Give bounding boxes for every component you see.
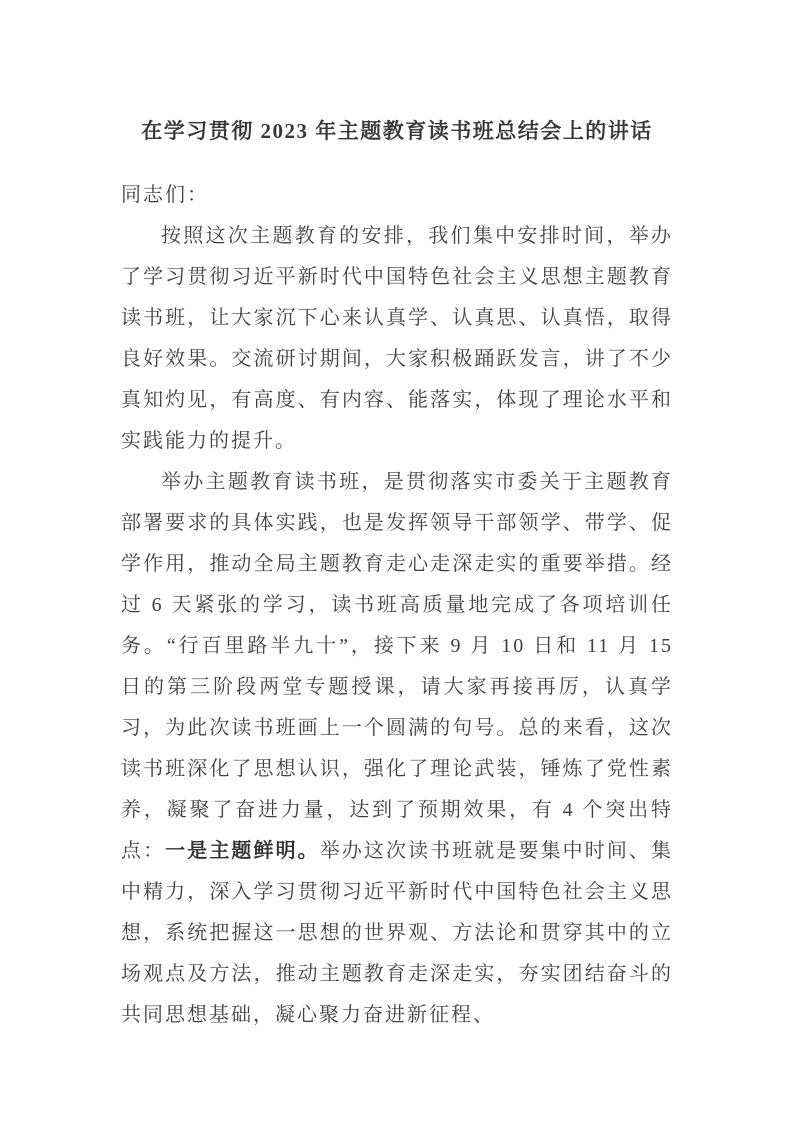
document-title: 在学习贯彻 2023 年主题教育读书班总结会上的讲话 [141, 119, 653, 143]
paragraph-2-tail: 举办这次读书班就是要集中时间、集中精力，深入学习贯彻习近平新时代中国特色社会主义思想，系统把握这一思想的世界观、方法论和贯穿其中的立场观点及方法，推动主题教育走深走实，夯实团结奋斗的共同思想基础，凝心聚力奋进新征程、 [121, 840, 674, 1026]
paragraph-2 [121, 462, 673, 1036]
paragraph-2-lead: 举办主题教育读书班，是贯彻落实市委关于主题教育部署要求的具体实践，也是发挥领导干部领学、带学、促学作用，推动全局主题教育走心走深走实的重要举措。经过 6 天紧张的学习，读书班高质量地完成了各项培训任务。“行百里路半九十”，接下来 9 月 10 日和 11 月 15 日的第三阶段两堂专题授课，请大家再接再厉，认真学习，为此次读书班画上一个圆满的句号。总的来看，这次读书班深化了思想认识，强化了理论武装，锤炼了党性素养，凝聚了奋进力量，达到了预期效果，有 4 个突出特点： [121, 471, 673, 862]
document-body [121, 175, 673, 1036]
salutation: 同志们： [121, 184, 209, 206]
paragraph-2-bold-phrase: 一是主题鲜明。 [165, 840, 320, 862]
paragraph-1: 按照这次主题教育的安排，我们集中安排时间，举办了学习贯彻习近平新时代中国特色社会主义思想主题教育读书班，让大家沉下心来认真学、认真思、认真悟，取得良好效果。交流研讨期间，大家积极踊跃发言，讲了不少真知灼见，有高度、有内容、能落实，体现了理论水平和实践能力的提升。 [121, 225, 673, 452]
